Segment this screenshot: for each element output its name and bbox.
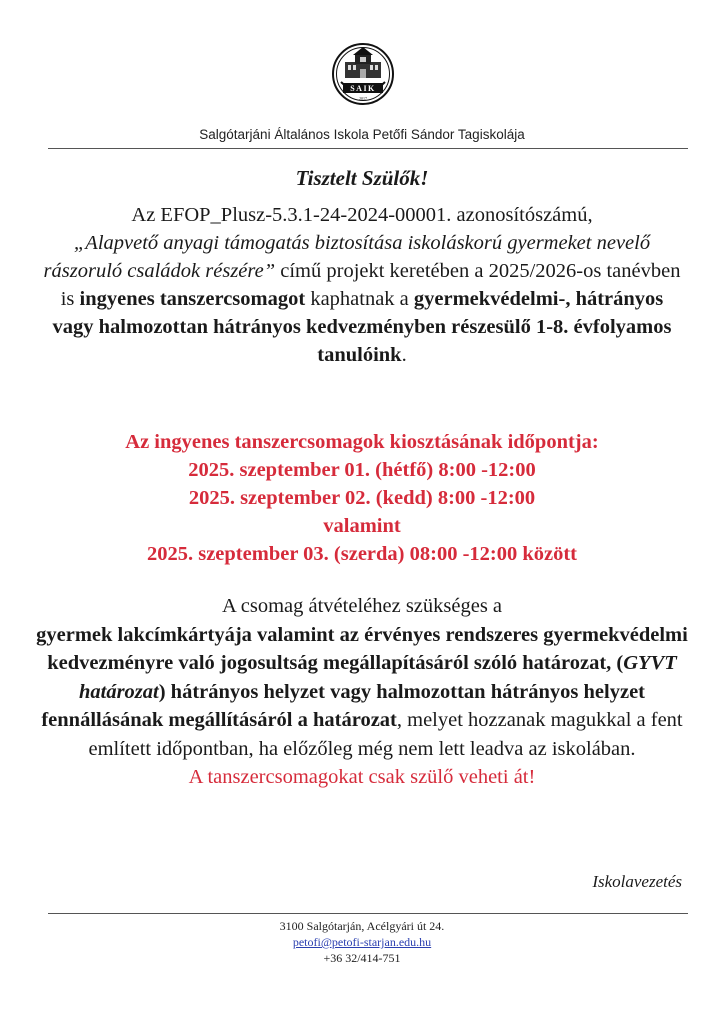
project-title: „Alapvető anyagi támogatás biztosítása iskoláskorú gyermeket nevelő rászoruló családok részére”	[43, 232, 651, 282]
footer-email-link[interactable]: petofi@petofi-starjan.edu.hu	[292, 935, 432, 949]
greeting: Tisztelt Szülők!	[295, 166, 429, 190]
logo-text: SAIK	[350, 84, 376, 93]
parent-only-notice: A tanszercsomagokat csak szülő veheti át!	[188, 766, 536, 788]
distribution-date-3: 2025. szeptember 03. (szerda) 08:00 -12:00 között	[146, 543, 578, 565]
requirements-bold-1: gyermek lakcímkártyája valamint az érvényes rendszeres gyermekvédelmi kedvezményre való jogosultság megállapításáról szóló határozat, (	[36, 623, 688, 674]
intro-bold-eligible: gyermekvédelmi-, hátrányos vagy halmozottan hátrányos kedvezményben részesülő 1-8. évfolyamos tanulóink	[52, 288, 672, 366]
school-name: Salgótarjáni Általános Iskola Petőfi Sándor Tagiskolája	[199, 127, 525, 142]
distribution-block	[30, 428, 694, 568]
distribution-date-2: 2025. szeptember 02. (kedd) 8:00 -12:00	[188, 487, 536, 509]
footer-phone: +36 32/414-751	[323, 951, 401, 965]
intro-paragraph	[40, 201, 684, 369]
requirements-tail: , melyet hozzanak magukkal a fent említett időpontban, ha előzőleg még nem lett leadva az iskolában.	[88, 709, 683, 760]
distribution-heading: Az ingyenes tanszercsomagok kiosztásának időpontja:	[125, 431, 599, 453]
requirements-gyvt: GYVT határozat	[78, 652, 677, 703]
distribution-date-1: 2025. szeptember 01. (hétfő) 8:00 -12:00	[188, 459, 536, 481]
footer-address: 3100 Salgótarján, Acélgyári út 24.	[279, 919, 445, 933]
intro-line1: Az EFOP_Plusz-5.3.1-24-2024-00001. azonosítószámú,	[131, 204, 593, 226]
intro-end: .	[401, 344, 407, 366]
requirements-lead: A csomag átvételéhez szükséges a	[221, 595, 503, 617]
intro-after-title: című projekt keretében a 2025/2026-os tanévben is	[60, 260, 681, 310]
footer	[0, 918, 724, 966]
requirements-bold-2: ) hátrányos helyzet vagy halmozottan hátrányos helyzet fennállásának megállításáról a határozat	[41, 680, 645, 731]
header-divider	[48, 148, 688, 149]
distribution-connector: valamint	[323, 515, 401, 537]
requirements-paragraph	[30, 592, 694, 792]
footer-divider	[48, 913, 688, 914]
school-logo	[331, 38, 395, 124]
intro-mid: kaphatnak a	[305, 288, 414, 310]
signature: Iskolavezetés	[592, 872, 682, 891]
logo-year: 2017	[359, 96, 367, 101]
intro-bold-package: ingyenes tanszercsomagot	[79, 288, 306, 310]
